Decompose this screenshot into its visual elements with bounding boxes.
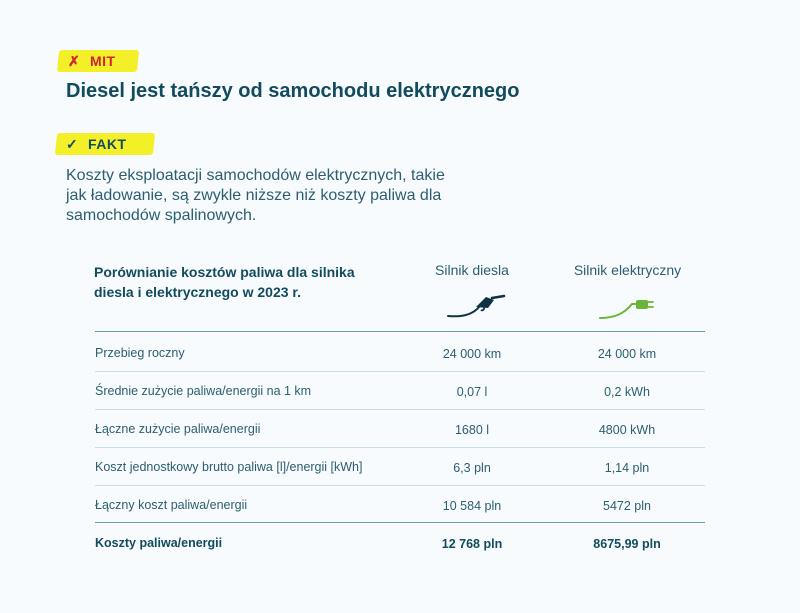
fact-tag: [55, 133, 155, 155]
x-mark-icon: ✗: [68, 52, 81, 69]
table-row: [95, 410, 705, 448]
diesel-value: 0,07 l: [456, 385, 488, 399]
myth-tag-label: MIT: [90, 53, 116, 69]
myth-title: Diesel jest tańszy od samochodu elektrycznego: [66, 80, 520, 102]
table-bottom-rule: [95, 522, 705, 523]
fact-text: Koszty eksploatacji samochodów elektrycznych, takie jak ładowanie, są zwykle niższe niż koszty paliwa dla samochodów spalinowych.: [66, 167, 445, 224]
row-label: Koszt jednostkowy brutto paliwa [l]/energii [kWh]: [95, 460, 363, 474]
table-title: Porównianie kosztów paliwa dla silnika diesla i elektrycznego w 2023 r.: [94, 264, 355, 300]
total-label: Koszty paliwa/energii: [95, 536, 223, 550]
row-label: Łączne zużycie paliwa/energii: [95, 422, 261, 436]
diesel-value: 6,3 pln: [453, 461, 491, 475]
diesel-value: 10 584 pln: [442, 499, 502, 513]
table-row: [95, 334, 705, 372]
ev-value: 4800 kWh: [598, 423, 656, 437]
myth-tag: [57, 50, 139, 72]
diesel-value: 24 000 km: [442, 347, 502, 361]
ev-plug-icon: [598, 294, 658, 322]
ev-value: 5472 pln: [603, 499, 651, 513]
column-header-electric: Silnik elektryczny: [573, 262, 682, 278]
ev-total: 8675,99 pln: [593, 537, 661, 551]
ev-value: 1,14 pln: [604, 461, 650, 475]
fact-tag-label: FAKT: [88, 136, 127, 152]
ev-value: 24 000 km: [597, 347, 657, 361]
table-row: [95, 486, 705, 524]
table-top-rule: [95, 331, 705, 332]
row-label: Łączny koszt paliwa/energii: [95, 498, 248, 512]
row-label: Średnie zużycie paliwa/energii na 1 km: [95, 384, 312, 398]
fuel-nozzle-icon: [446, 292, 506, 320]
diesel-total: 12 768 pln: [441, 537, 503, 551]
diesel-value: 1680 l: [454, 423, 490, 437]
table-row: [95, 448, 705, 486]
ev-value: 0,2 kWh: [604, 385, 650, 399]
table-row: [95, 372, 705, 410]
check-mark-icon: ✓: [66, 135, 79, 152]
column-header-diesel: Silnik diesla: [435, 262, 509, 278]
row-label: Przebieg roczny: [95, 346, 185, 360]
table-total-row: [95, 524, 705, 562]
